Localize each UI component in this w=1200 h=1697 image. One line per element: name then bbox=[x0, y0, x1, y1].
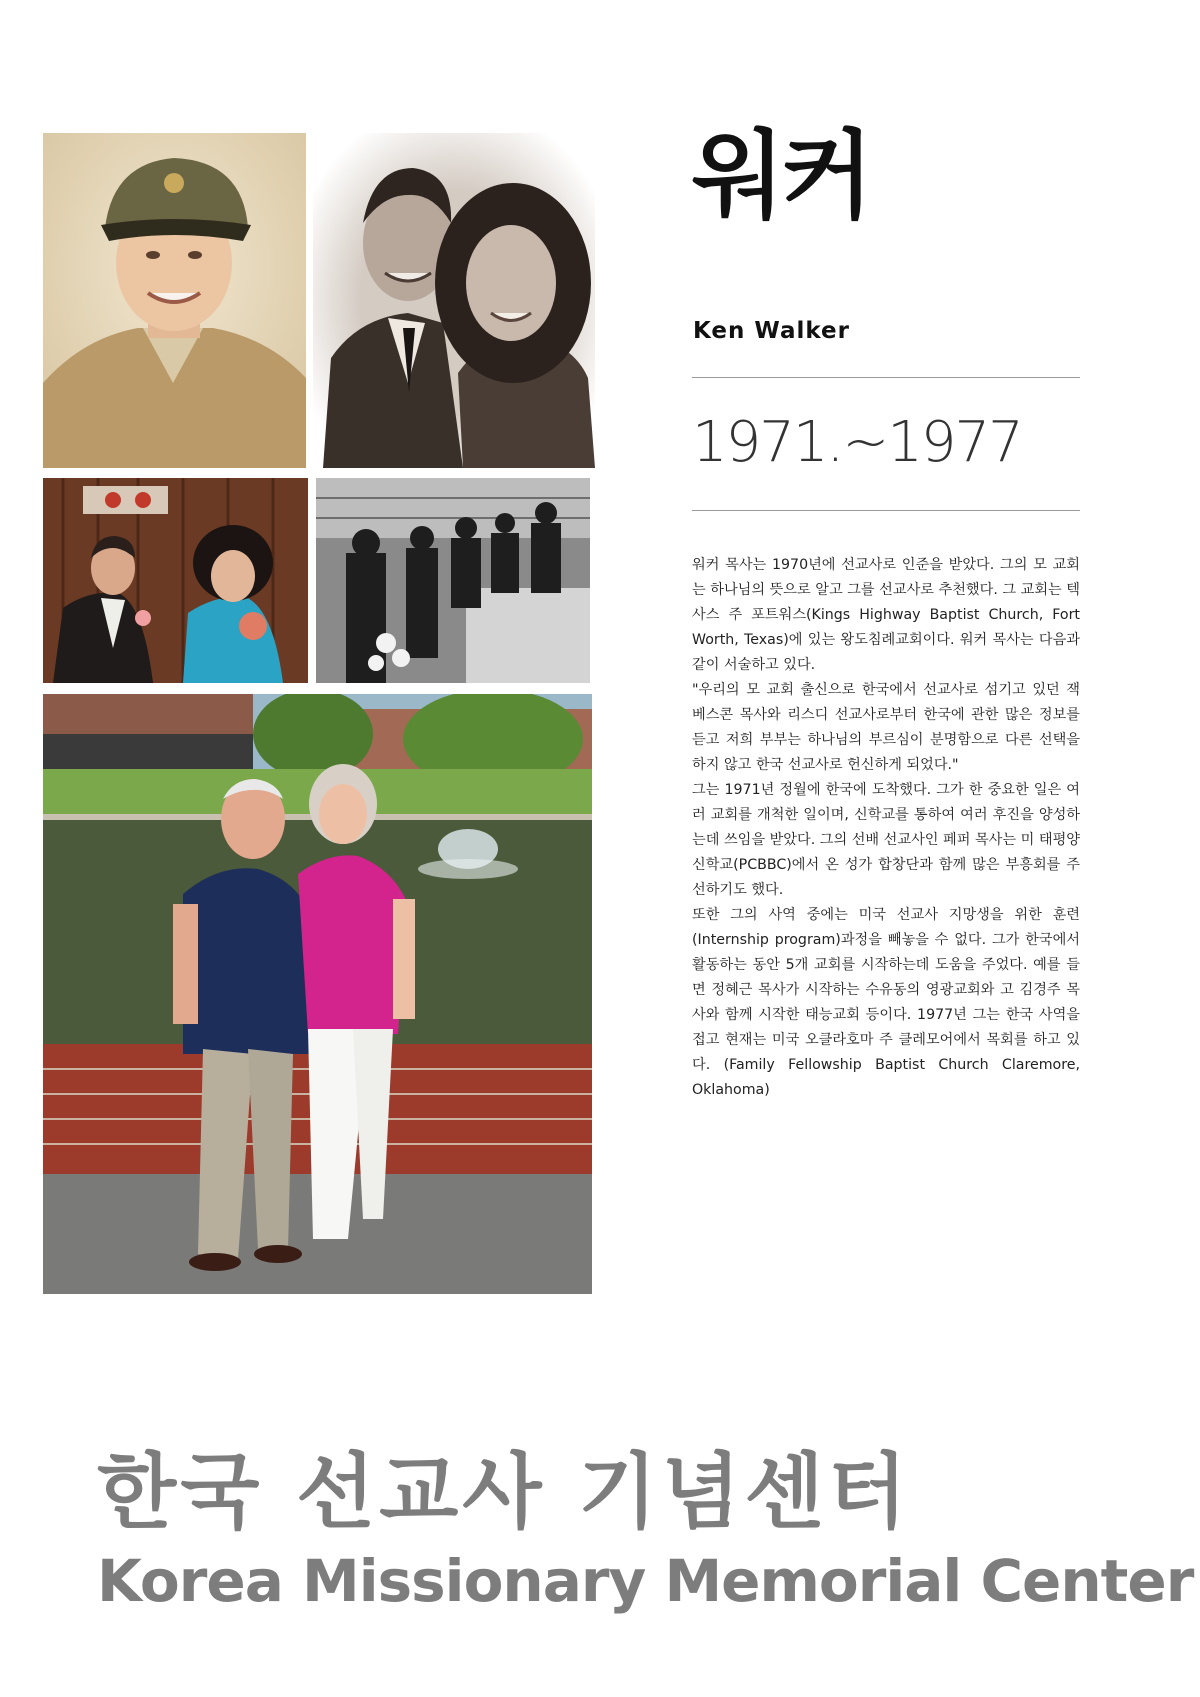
photo-soldier-portrait bbox=[43, 133, 306, 468]
service-years: 1971.~1977 bbox=[692, 410, 1022, 475]
photo-couple-at-pond bbox=[43, 694, 592, 1294]
photo-wedding-couple bbox=[43, 478, 308, 683]
bio-paragraph: 또한 그의 사역 중에는 미국 선교사 지망생을 위한 훈련(Internship program)과정을 빼놓을 수 없다. 그가 한국에서 활동하는 동안 5개 교회를 시작하는데 도움을 주었다. 예를 들면 정혜근 목사가 시작하는 수유동의 영광교회와 고 김경주 목사와 함께 시작한 태능교회 등이다. 1977년 그는 한국 사역을 접고 현재는 미국 오클라호마 주 클레모어에서 목회를 하고 있다. (Family Fellowship Baptist Church Claremore, Oklahoma) bbox=[692, 907, 1080, 1098]
divider-bottom bbox=[692, 510, 1080, 511]
footer-title-korean: 한국 선교사 기념센터 bbox=[97, 1445, 912, 1540]
photo-couple-sepia-portrait bbox=[313, 133, 595, 468]
footer-title-english: Korea Missionary Memorial Center bbox=[97, 1547, 1194, 1615]
bio-paragraph: "우리의 모 교회 출신으로 한국에서 선교사로 섬기고 있던 잭 베스콘 목사와 리스디 선교사로부터 한국에 관한 많은 정보를 듣고 저희 부부는 하나님의 부르심이 분명함으로 다른 선택을 하지 않고 한국 선교사로 헌신하게 되었다." bbox=[692, 682, 1080, 773]
photo-graduation-ceremony bbox=[316, 478, 590, 683]
bio-paragraph: 워커 목사는 1970년에 선교사로 인준을 받았다. 그의 모 교회는 하나님의 뜻으로 알고 그를 선교사로 추천했다. 그 교회는 텍사스 주 포트워스(Kings Highway Baptist Church, Fort Worth, Texas)에 있는 왕도침례교회이다. 워커 목사는 다음과 같이 서술하고 있다. bbox=[692, 557, 1080, 673]
missionary-name-korean: 워커 bbox=[692, 120, 870, 232]
bio-paragraph: 그는 1971년 정월에 한국에 도착했다. 그가 한 중요한 일은 여러 교회를 개척한 일이며, 신학교를 통하여 여러 후진을 양성하는데 쓰임을 받았다. 그의 선배 선교사인 페퍼 목사는 미 태평양 신학교(PCBBC)에서 온 성가 합창단과 함께 많은 부흥회를 주선하기도 했다. bbox=[692, 782, 1080, 898]
biography-text bbox=[692, 553, 1080, 1103]
divider-top bbox=[692, 377, 1080, 378]
missionary-name-english: Ken Walker bbox=[693, 318, 850, 344]
